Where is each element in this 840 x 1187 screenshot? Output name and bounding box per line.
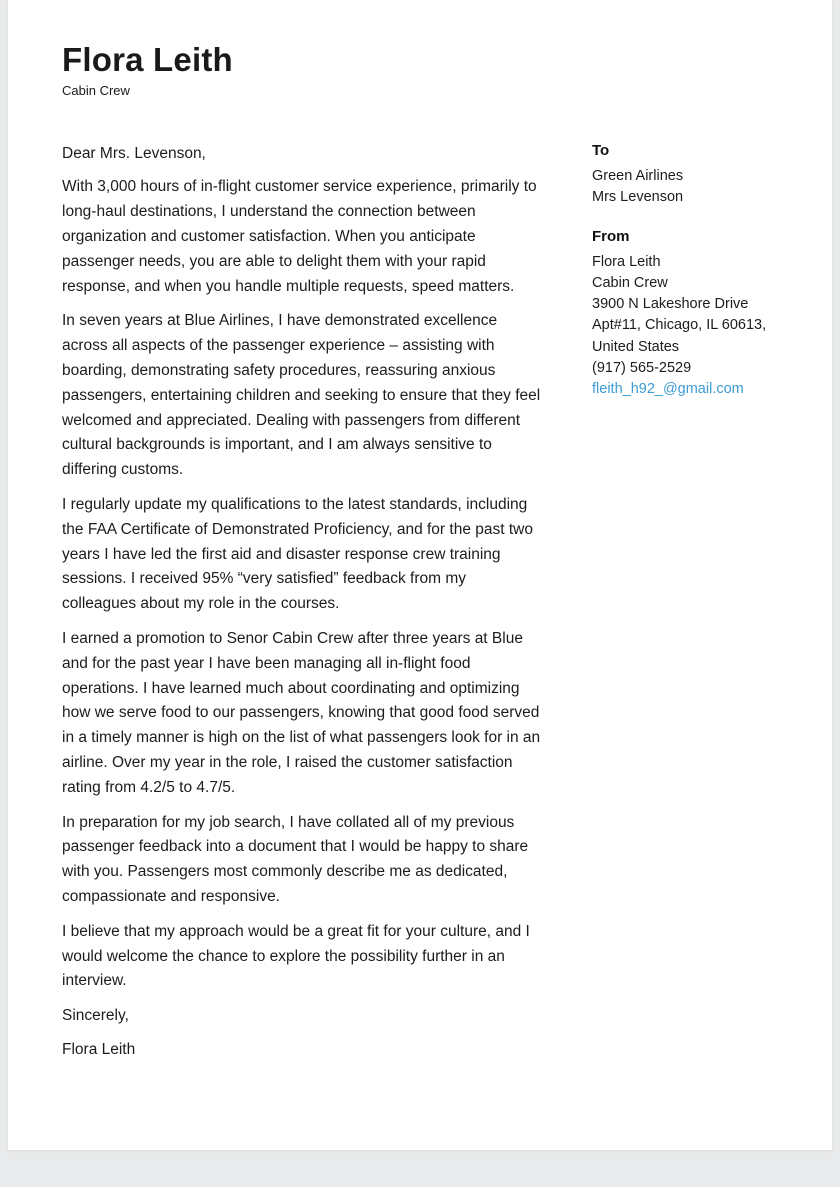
closing: Sincerely, — [62, 1007, 129, 1025]
salutation: Dear Mrs. Levenson, — [62, 144, 206, 162]
sender-job-title: Cabin Crew — [592, 275, 668, 292]
paragraph: In preparation for my job search, I have collated all of my previous passenger feedback into a document that I would be happy to share with you. Passengers most commonly describe me as dedicated, compassionate and responsive. — [62, 813, 529, 905]
paragraph: I regularly update my qualifications to the latest standards, including the FAA Certificate of Demonstrated Proficiency, and for the past two years I have led the first aid and disaster response crew training sessions. I received 95% “very satisfied” feedback from my colleagues about my role in the courses. — [62, 495, 533, 613]
letter-content — [62, 142, 772, 1073]
sender-address-line-2: Apt#11, Chicago, IL 60613, — [592, 317, 767, 334]
letter-body — [62, 142, 544, 1073]
sender-address-line-1: 3900 N Lakeshore Drive — [592, 296, 749, 313]
contact-sidebar — [592, 142, 772, 1073]
to-heading: To — [592, 141, 610, 159]
sender-name: Flora Leith — [592, 253, 661, 270]
paragraph: I believe that my approach would be a great fit for your culture, and I would welcome the chance to explore the possibility further in an interview. — [62, 922, 530, 990]
page-title: Flora Leith — [62, 41, 233, 78]
to-section — [592, 142, 772, 208]
sender-email-link[interactable]: fleith_h92_@gmail.com — [592, 380, 744, 397]
signature: Flora Leith — [62, 1040, 136, 1058]
paragraph: With 3,000 hours of in-flight customer service experience, primarily to long-haul destinations, I understand the connection between organization and customer satisfaction. When you anticipate passenger needs, you are able to delight them with your rapid response, and when you handle multiple requests, speed matters. — [62, 178, 537, 295]
from-section — [592, 228, 772, 400]
from-heading: From — [592, 227, 630, 245]
paragraph: In seven years at Blue Airlines, I have demonstrated excellence across all aspects of the passenger experience – assisting with boarding, demonstrating safety procedures, reassuring anxious passengers, entertaining children and seeking to ensure that they feel welcomed and appreciated. Dealing with passengers from different cultural backgrounds is important, and I am always sensitive to differing customs. — [62, 312, 541, 479]
sender-phone: (917) 565-2529 — [592, 359, 692, 376]
recipient-name: Mrs Levenson — [592, 188, 684, 205]
paragraph: I earned a promotion to Senor Cabin Crew after three years at Blue and for the past year I have been managing all in-flight food operations. I have learned much about coordinating and optimizing how we serve food to our passengers, knowing that good food served in a timely manner is high on the list of what passengers look for in an airline. Over my year in the role, I raised the customer satisfaction rating from 4.2/5 to 4.7/5. — [62, 629, 541, 796]
recipient-company: Green Airlines — [592, 167, 684, 184]
letter-header — [62, 40, 772, 98]
job-title: Cabin Crew — [62, 82, 130, 98]
document-page — [8, 0, 832, 1150]
sender-address-line-3: United States — [592, 338, 680, 355]
